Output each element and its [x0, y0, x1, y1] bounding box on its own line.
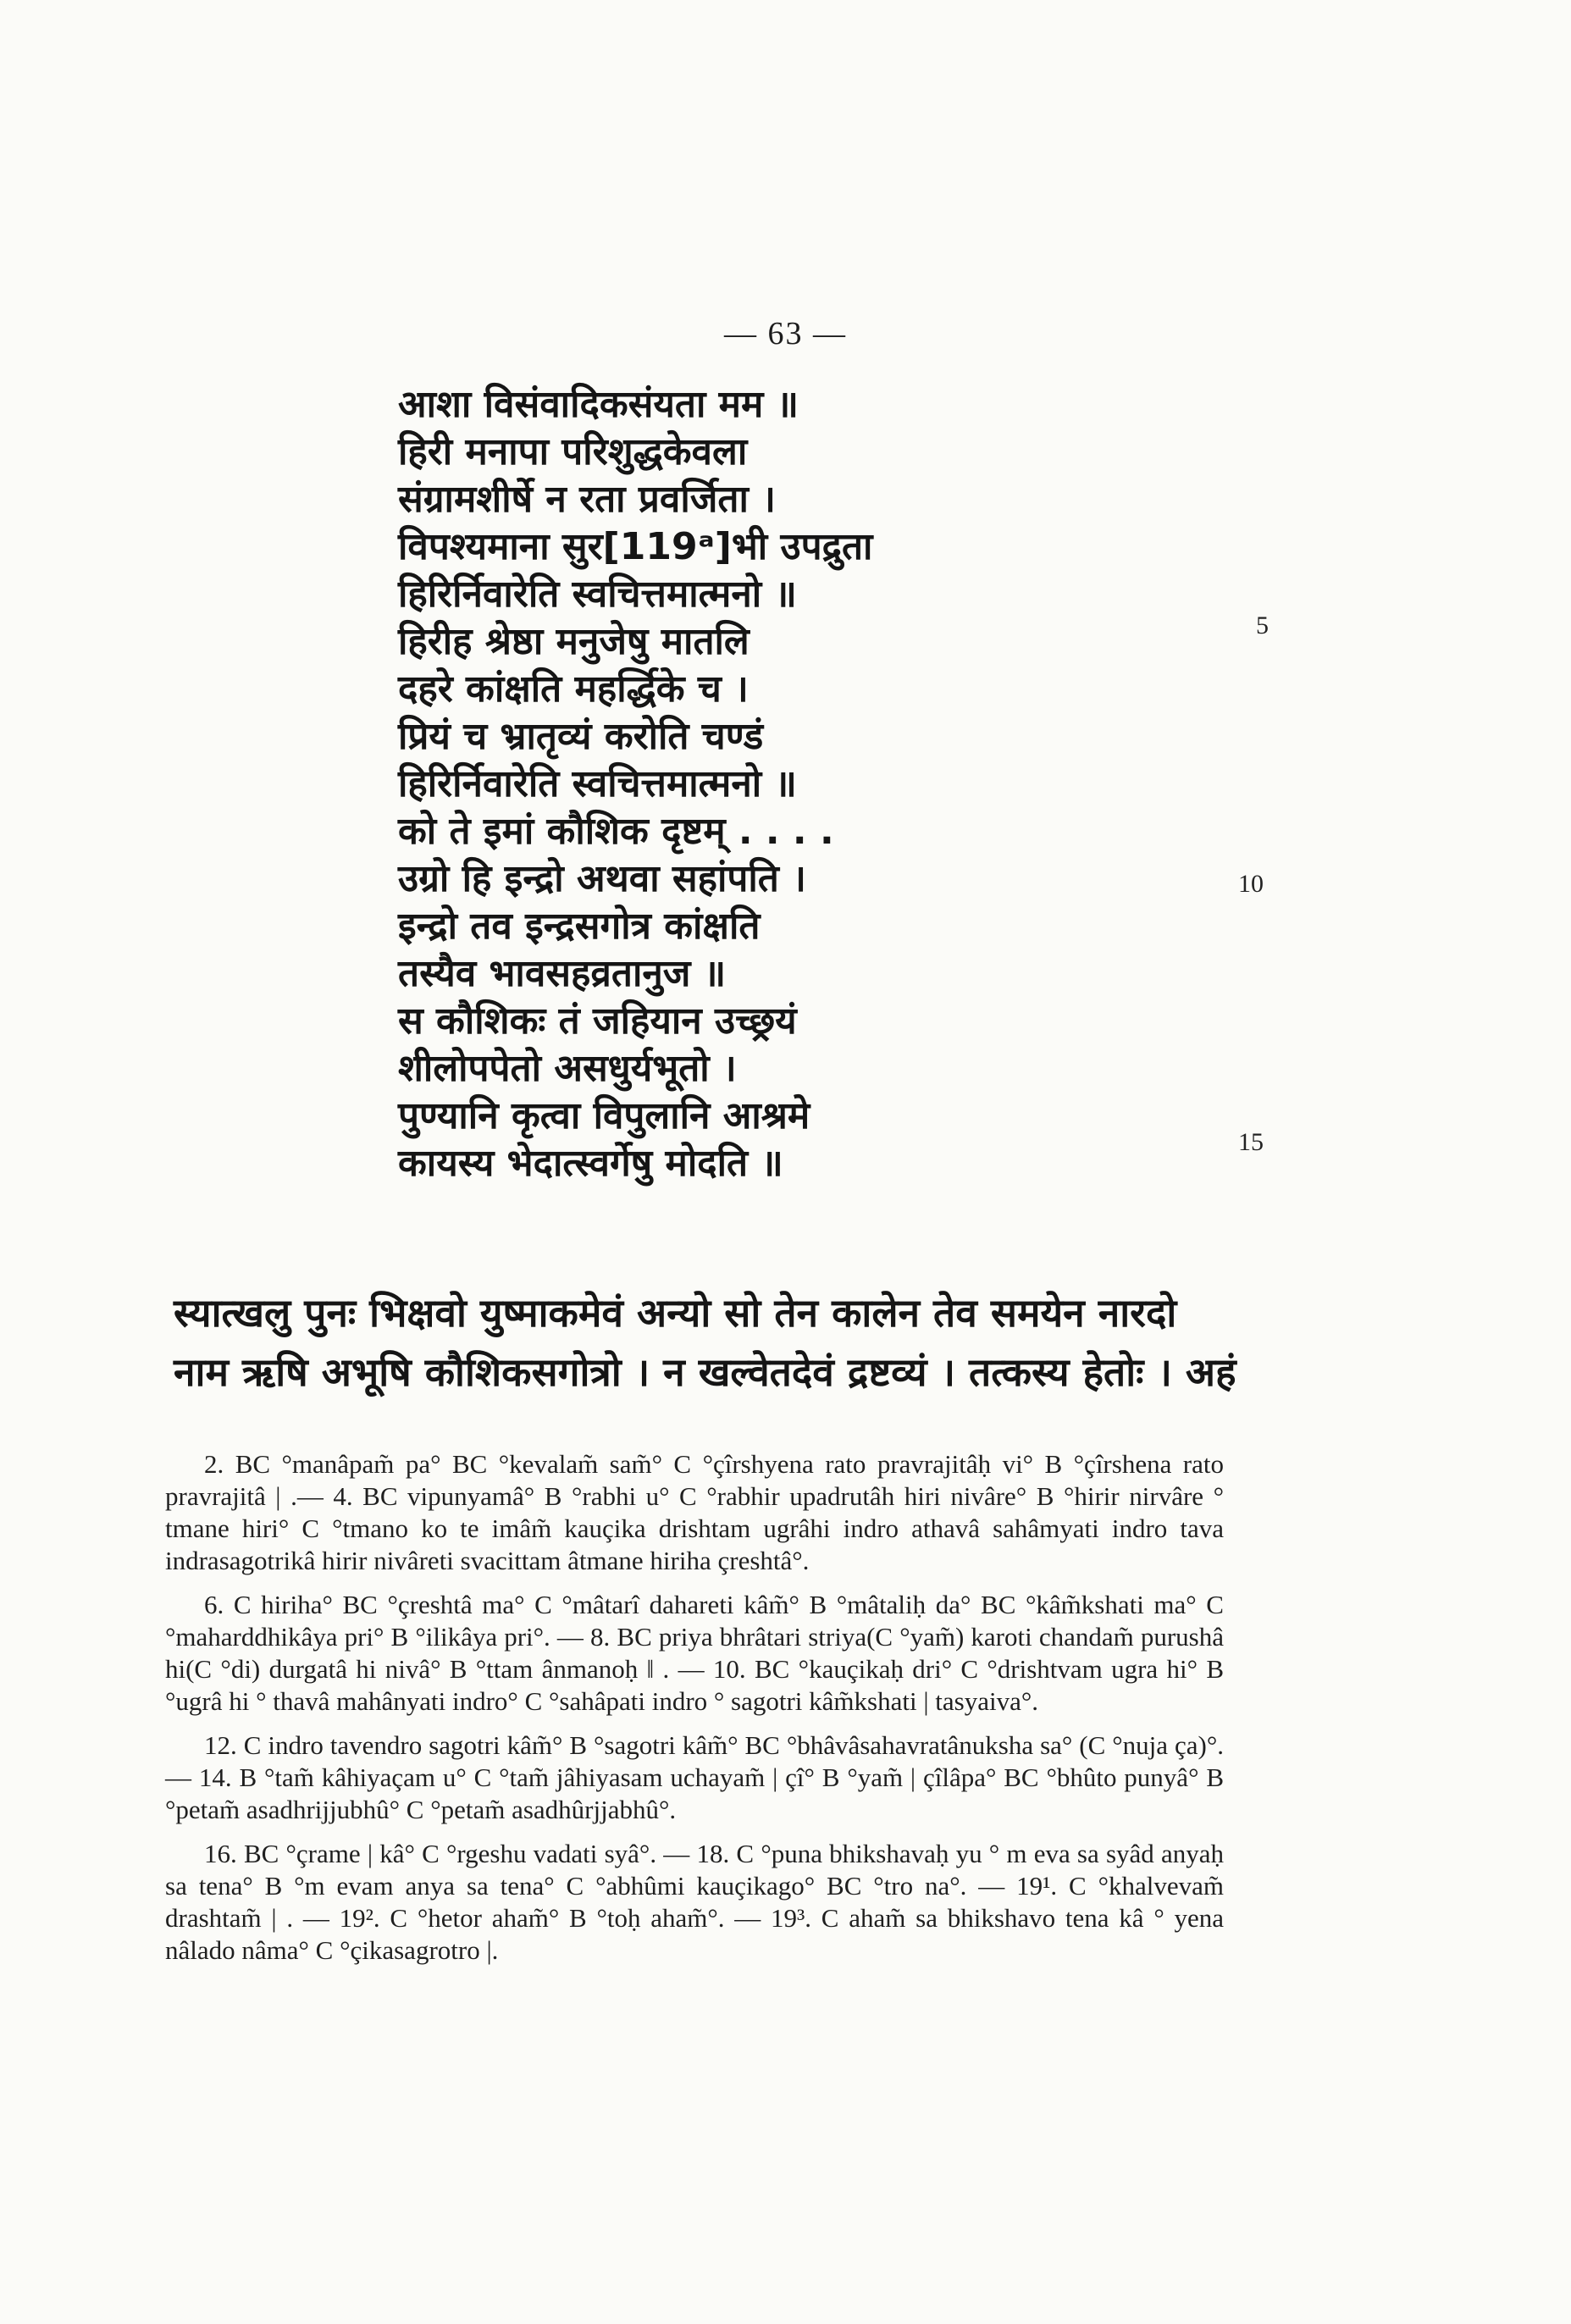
verse-line: को ते इमां कौशिक दृष्टम् . . . .	[398, 810, 834, 853]
verse-line: पुण्यानि कृत्वा विपुलानि आश्रमे	[398, 1094, 810, 1137]
footnote-paragraph: 12. C indro tavendro sagotri kâm̃° B °sagotri kâm̃° BC °bhâvâsahavratânuksha sa° (C °nuja ça)°. — 14. B °tam̃ kâhiyaçam u° C °tam̃ jâhiyasam uchayam̃ | çî° B °yam̃ | çîlâpa° BC °bhûto punyâ° B °petam̃ asadhrijjubhû° C °petam̃ asadhûrjjabhû°.	[165, 1730, 1224, 1824]
prose-line: स्यात्खलु पुनः भिक्षवो युष्माकमेवं अन्यो सो तेन कालेन तेव समयेन नारदो	[174, 1290, 1177, 1336]
verse-line: कायस्य भेदात्स्वर्गेषु मोदति ॥	[398, 1142, 783, 1185]
verse-line: विपश्यमाना सुर[119ᵃ]भी उपद्रुता	[398, 525, 873, 568]
footnote-paragraph: 16. BC °çrame | kâ° C °rgeshu vadati syâ°. — 18. C °puna bhikshavaḥ yu ° m eva sa syâd anyaḥ sa tena° B °m evam anya sa tena° C °abhûmi kauçikago° BC °tro na°. — 19¹. C °khalvevam̃ drashtam̃ | . — 19². C °hetor aham̃° B °toḥ aham̃°. — 19³. C aham̃ sa bhikshavo tena kâ ° yena nâlado nâma° C °çikasagrotro |.	[165, 1839, 1224, 1965]
verse-line: संग्रामशीर्षे न रता प्रवर्जिता ।	[398, 478, 776, 521]
line-number-10: 10	[1238, 870, 1264, 898]
verse-line: तस्यैव भावसहव्रतानुज ॥	[398, 952, 727, 995]
verse-line: उग्रो हि इन्द्रो अथवा सहांपति ।	[398, 857, 806, 900]
prose-block	[174, 1283, 1236, 1402]
verse-block	[398, 381, 1245, 1187]
verse-line: इन्द्रो तव इन्द्रसगोत्र कांक्षति	[398, 905, 761, 948]
verse-line: आशा विसंवादिकसंयता मम ॥	[398, 383, 799, 426]
verse-line: हिरी मनापा परिशुद्धकेवला	[398, 430, 748, 473]
verse-line: शीलोपपेतो असधुर्यभूतो ।	[398, 1047, 737, 1090]
verse-line: दहरे कांक्षति महर्द्धिके च ।	[398, 667, 749, 711]
footnote-paragraph: 2. BC °manâpam̃ pa° BC °kevalam̃ sam̃° C °çîrshyena rato pravrajitâḥ vi° B °çîrshena rato pravrajitâ | .— 4. BC vipunyamâ° B °rabhi u° C °rabhir upadrutâh hiri nivâre° B °hirir nirvâre ° tmane hiri° C °tmano ko te imâm̃ kauçika drishtam ugrâhi indro athavâ sahâmyati indro tava indrasagotrikâ hirir nivâreti svacittam âtmane hiriha çreshtâ°.	[165, 1449, 1224, 1575]
verse-line: हिरिर्निवारेति स्वचित्तमात्मनो ॥	[398, 573, 797, 616]
verse-line: हिरिर्निवारेति स्वचित्तमात्मनो ॥	[398, 762, 797, 805]
line-number-15: 15	[1238, 1128, 1264, 1156]
verse-line: हिरीह श्रेष्ठा मनुजेषु मातलि	[398, 620, 750, 663]
prose-line: नाम ऋषि अभूषि कौशिकसगोत्रो । न खल्वेतदेवं द्रष्टव्यं । तत्कस्य हेतोः । अहं	[174, 1349, 1236, 1395]
line-number-5: 5	[1256, 611, 1269, 639]
footnotes	[165, 1448, 1224, 1978]
footnote-paragraph: 6. C hiriha° BC °çreshtâ ma° C °mâtarî dahareti kâm̃° B °mâtaliḥ da° BC °kâm̃kshati ma° C °maharddhikâya pri° B °ilikâya pri°. — 8. BC priya bhrâtari striya(C °yam̃) karoti chandam̃ purushâ hi(C °di) durgatâ hi nivâ° B °ttam ânmanoḥ ‖ . — 10. BC °kauçikaḥ dri° C °drishtvam ugra hi° B °ugrâ hi ° thavâ mahânyati indro° C °sahâpati indro ° sagotri kâm̃kshati | tasyaiva°.	[165, 1590, 1224, 1716]
verse-line: स कौशिकः तं जहियान उच्छ्रयं	[398, 999, 797, 1043]
page-number: — 63 —	[724, 316, 847, 351]
verse-line: प्रियं च भ्रातृव्यं करोति चण्डं	[398, 715, 764, 758]
